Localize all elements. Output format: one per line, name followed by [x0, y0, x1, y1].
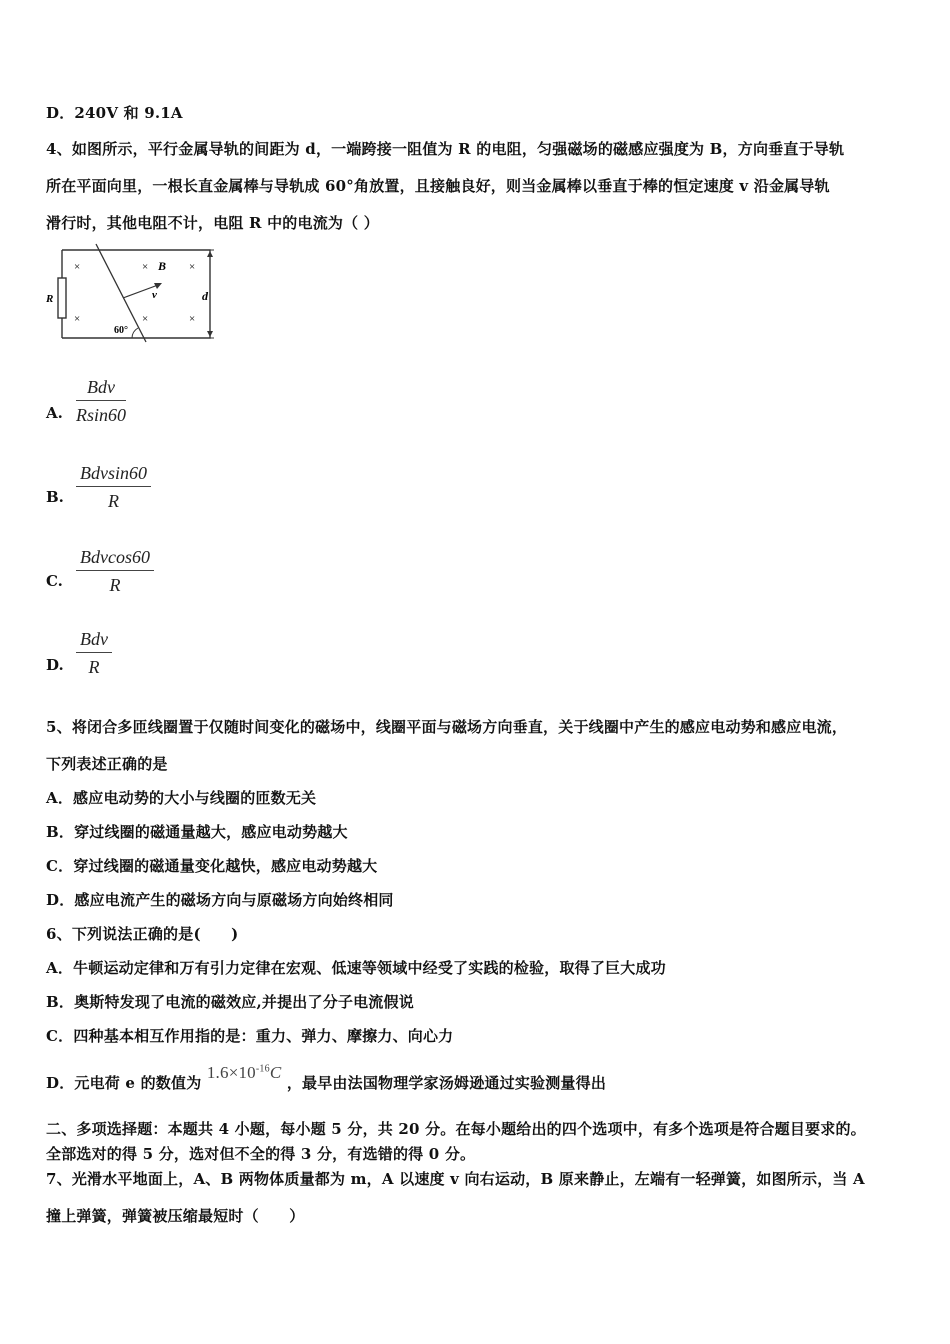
option-b-numerator: Bdvsin60	[76, 463, 151, 487]
q5-option-d[interactable]: D．感应电流产生的磁场方向与原磁场方向始终相同	[46, 891, 394, 909]
option-b-denominator: R	[108, 491, 119, 511]
section-2-header-line-1: 二、多项选择题：本题共 4 小题，每小题 5 分，共 20 分。在每小题给出的四个选项中，有多个选项是符合题目要求的。	[46, 1120, 866, 1138]
option-b-fraction	[76, 463, 151, 512]
option-b-label[interactable]: B.	[46, 488, 64, 506]
field-cross: ×	[189, 313, 196, 325]
charge-exponent: -16	[255, 1063, 270, 1075]
q6-option-d-suffix: ，最早由法国物理学家汤姆逊通过实验测量得出	[286, 1074, 607, 1092]
q6-stem: 6、下列说法正确的是( )	[46, 925, 239, 943]
elementary-charge-value	[207, 1063, 282, 1082]
option-a-fraction	[76, 377, 126, 426]
option-c-numerator: Bdvcos60	[76, 547, 154, 571]
option-d-fraction	[76, 629, 112, 678]
charge-unit: C	[269, 1063, 282, 1082]
option-d-numerator: Bdv	[76, 629, 112, 653]
q6-option-b[interactable]: B．奥斯特发现了电流的磁效应,并提出了分子电流假说	[46, 993, 414, 1011]
option-c-fraction	[76, 547, 154, 596]
q5-stem-line-1: 5、将闭合多匝线圈置于仅随时间变化的磁场中，线圈平面与磁场方向垂直，关于线圈中产生的感应电动势和感应电流，	[46, 718, 848, 736]
label-v: v	[152, 289, 157, 301]
q5-option-a[interactable]: A．感应电动势的大小与线圈的匝数无关	[46, 789, 317, 807]
rail-circuit-figure	[44, 242, 216, 344]
label-R: R	[46, 293, 54, 305]
option-d-label[interactable]: D.	[46, 656, 64, 674]
q4-stem-line-2: 所在平面向里，一根长直金属棒与导轨成 60°角放置，且接触良好，则当金属棒以垂直于棒的恒定速度 v 沿金属导轨	[46, 177, 830, 195]
section-2-header-line-2: 全部选对的得 5 分，选对但不全的得 3 分，有选错的得 0 分。	[46, 1145, 476, 1163]
q6-option-d-prefix: D．元电荷 e 的数值为	[46, 1074, 202, 1092]
q3-option-d: D．240V 和 9.1A	[46, 104, 183, 122]
field-cross: ×	[74, 261, 81, 273]
label-angle: 60°	[114, 325, 128, 336]
option-a-label[interactable]: A.	[46, 404, 63, 422]
option-a-numerator: Bdv	[76, 377, 126, 401]
q5-option-c[interactable]: C．穿过线圈的磁通量变化越快，感应电动势越大	[46, 857, 378, 875]
q4-stem-line-1: 4、如图所示，平行金属导轨的间距为 d，一端跨接一阻值为 R 的电阻，匀强磁场的磁感应强度为 B，方向垂直于导轨	[46, 140, 845, 158]
option-c-label[interactable]: C.	[46, 572, 63, 590]
resistor-symbol	[58, 278, 66, 318]
q5-stem-line-2: 下列表述正确的是	[46, 755, 168, 773]
q5-option-b[interactable]: B．穿过线圈的磁通量越大，感应电动势越大	[46, 823, 348, 841]
option-a-denominator: Rsin60	[76, 405, 127, 425]
field-cross: ×	[142, 261, 149, 273]
label-d: d	[202, 289, 208, 303]
q6-option-d[interactable]	[46, 1063, 607, 1093]
q4-stem-line-3: 滑行时，其他电阻不计，电阻 R 中的电流为（ ）	[46, 214, 379, 232]
q7-stem-line-1: 7、光滑水平地面上，A、B 两物体质量都为 m，A 以速度 v 向右运动，B 原来静止，左端有一轻弹簧，如图所示，当 A	[46, 1170, 865, 1188]
charge-mantissa: 1.6×10	[206, 1063, 256, 1082]
q6-option-c[interactable]: C．四种基本相互作用指的是：重力、弹力、摩擦力、向心力	[46, 1027, 454, 1045]
option-c-denominator: R	[109, 575, 121, 595]
option-d-denominator: R	[88, 657, 100, 677]
q7-stem-line-2: 撞上弹簧，弹簧被压缩最短时（ ）	[46, 1207, 305, 1225]
field-cross: ×	[74, 313, 81, 325]
q6-option-a[interactable]: A．牛顿运动定律和万有引力定律在宏观、低速等领域中经受了实践的检验，取得了巨大成功	[46, 959, 666, 977]
field-cross: ×	[142, 313, 149, 325]
label-B: B	[158, 259, 167, 273]
field-cross: ×	[189, 261, 196, 273]
